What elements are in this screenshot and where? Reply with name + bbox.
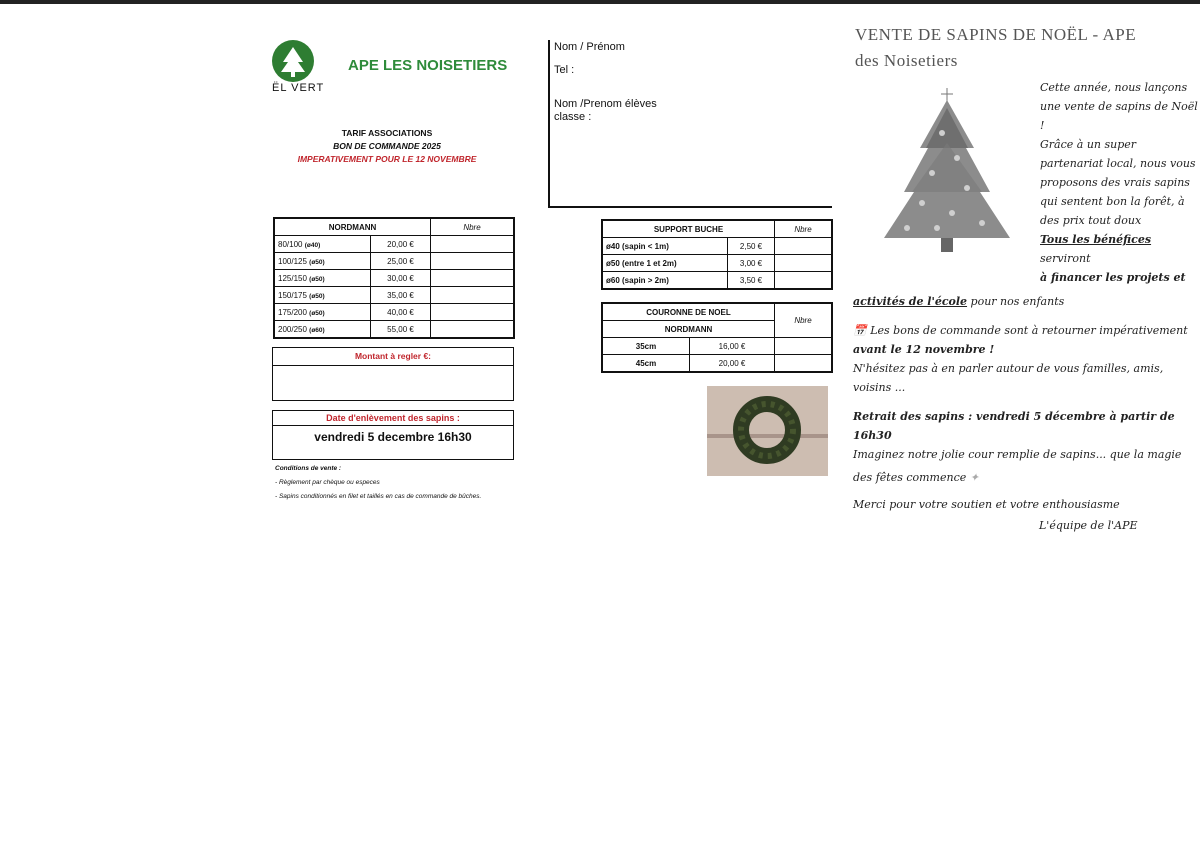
support-nbre-header: Nbre bbox=[775, 220, 833, 238]
flyer-intro: Cette année, nous lançons une vente de sapins de Noël ! Grâce à un super partenariat local, nous vous proposons des vrais sapins qui sentent bon la forêt, à des prix tout doux Tous les bénéfices serviront à financer les projets et bbox=[1040, 81, 1198, 284]
fields-bottom-border bbox=[548, 206, 832, 208]
table-row: 125/150 (ø50) 30,00 € bbox=[274, 270, 514, 287]
nbre-cell[interactable] bbox=[431, 304, 515, 321]
nbre-cell[interactable] bbox=[431, 287, 515, 304]
deadline-heading: IMPERATIVEMENT POUR LE 12 NOVEMBRE bbox=[297, 154, 477, 164]
table-row: 35cm 16,00 € bbox=[602, 338, 832, 355]
support-title: SUPPORT BUCHE bbox=[602, 220, 775, 238]
nbre-cell[interactable] bbox=[775, 355, 833, 373]
logo-text: ËL VERT bbox=[272, 82, 325, 94]
signature: L'équipe de l'APE bbox=[1039, 519, 1138, 532]
nordmann-table bbox=[273, 217, 515, 339]
pupils-field-label: Nom /Prenom élèves bbox=[554, 98, 657, 110]
montant-box[interactable] bbox=[272, 347, 514, 401]
pickup-date-value: vendredi 5 decembre 16h30 bbox=[314, 430, 472, 444]
fields-left-border bbox=[548, 40, 550, 208]
nordmann-nbre-header: Nbre bbox=[431, 218, 515, 236]
nbre-cell[interactable] bbox=[431, 321, 515, 339]
nbre-cell[interactable] bbox=[775, 255, 833, 272]
christmas-tree-icon bbox=[872, 88, 1022, 258]
table-row: ø50 (entre 1 et 2m) 3,00 € bbox=[602, 255, 832, 272]
nbre-cell[interactable] bbox=[775, 238, 833, 255]
table-row: 80/100 (ø40) 20,00 € bbox=[274, 236, 514, 253]
page-top-border bbox=[0, 0, 1200, 4]
sparkle-icon: ✦ bbox=[966, 471, 979, 484]
couronne-title-2: NORDMANN bbox=[602, 321, 775, 338]
bon-commande-heading: BON DE COMMANDE 2025 bbox=[333, 141, 441, 151]
table-row: 200/250 (ø60) 55,00 € bbox=[274, 321, 514, 339]
conditions-block: Conditions de vente : - Règlement par chèque ou especes - Sapins conditionnés en filet et taillés en cas de commande de bûches. bbox=[275, 465, 482, 500]
flyer-title: VENTE DE SAPINS DE NOËL - APE des Noisetiers bbox=[855, 25, 1137, 70]
tree-logo-icon bbox=[272, 40, 314, 82]
table-row: 175/200 (ø50) 40,00 € bbox=[274, 304, 514, 321]
table-row: 100/125 (ø50) 25,00 € bbox=[274, 253, 514, 270]
couronne-nbre-header: Nbre bbox=[775, 303, 833, 338]
calendar-icon: 📅 bbox=[853, 324, 871, 337]
table-row: ø40 (sapin < 1m) 2,50 € bbox=[602, 238, 832, 255]
nbre-cell[interactable] bbox=[775, 338, 833, 355]
table-row: 45cm 20,00 € bbox=[602, 355, 832, 373]
table-row: 150/175 (ø50) 35,00 € bbox=[274, 287, 514, 304]
nordmann-title: NORDMANN bbox=[274, 218, 431, 236]
wreath-image bbox=[707, 386, 828, 476]
nbre-cell[interactable] bbox=[431, 236, 515, 253]
nbre-cell[interactable] bbox=[431, 253, 515, 270]
pickup-date-box bbox=[272, 410, 514, 460]
name-field-label: Nom / Prénom bbox=[554, 41, 625, 53]
tarif-heading: TARIF ASSOCIATIONS bbox=[341, 128, 433, 138]
montant-label: Montant à regler €: bbox=[273, 348, 513, 366]
support-buche-table bbox=[601, 219, 833, 290]
nbre-cell[interactable] bbox=[775, 272, 833, 290]
table-row: ø60 (sapin > 2m) 3,50 € bbox=[602, 272, 832, 290]
couronne-title-1: COURONNE DE NOEL bbox=[602, 303, 775, 321]
pickup-date-label: Date d'enlèvement des sapins : bbox=[273, 411, 513, 426]
tel-field-label: Tel : bbox=[554, 64, 575, 76]
org-title: APE LES NOISETIERS bbox=[348, 57, 508, 74]
flyer-body: activités de l'école pour nos enfants 📅 Les bons de commande sont à retourner impérativement avant le 12 novembre ! N'hésitez pas à en parler autour de vous familles, amis, voisins ... Retrait des sapins : vendredi 5 décembre à partir de 16h30 Imaginez notre jolie cour remplie de sapins... que la magie des fêtes commence ✦ Merci pour votre soutien et votre enthousiasme L'équipe de l'APE bbox=[853, 292, 1200, 535]
nbre-cell[interactable] bbox=[431, 270, 515, 287]
class-field-label: classe : bbox=[554, 111, 592, 123]
couronne-table bbox=[601, 302, 833, 373]
